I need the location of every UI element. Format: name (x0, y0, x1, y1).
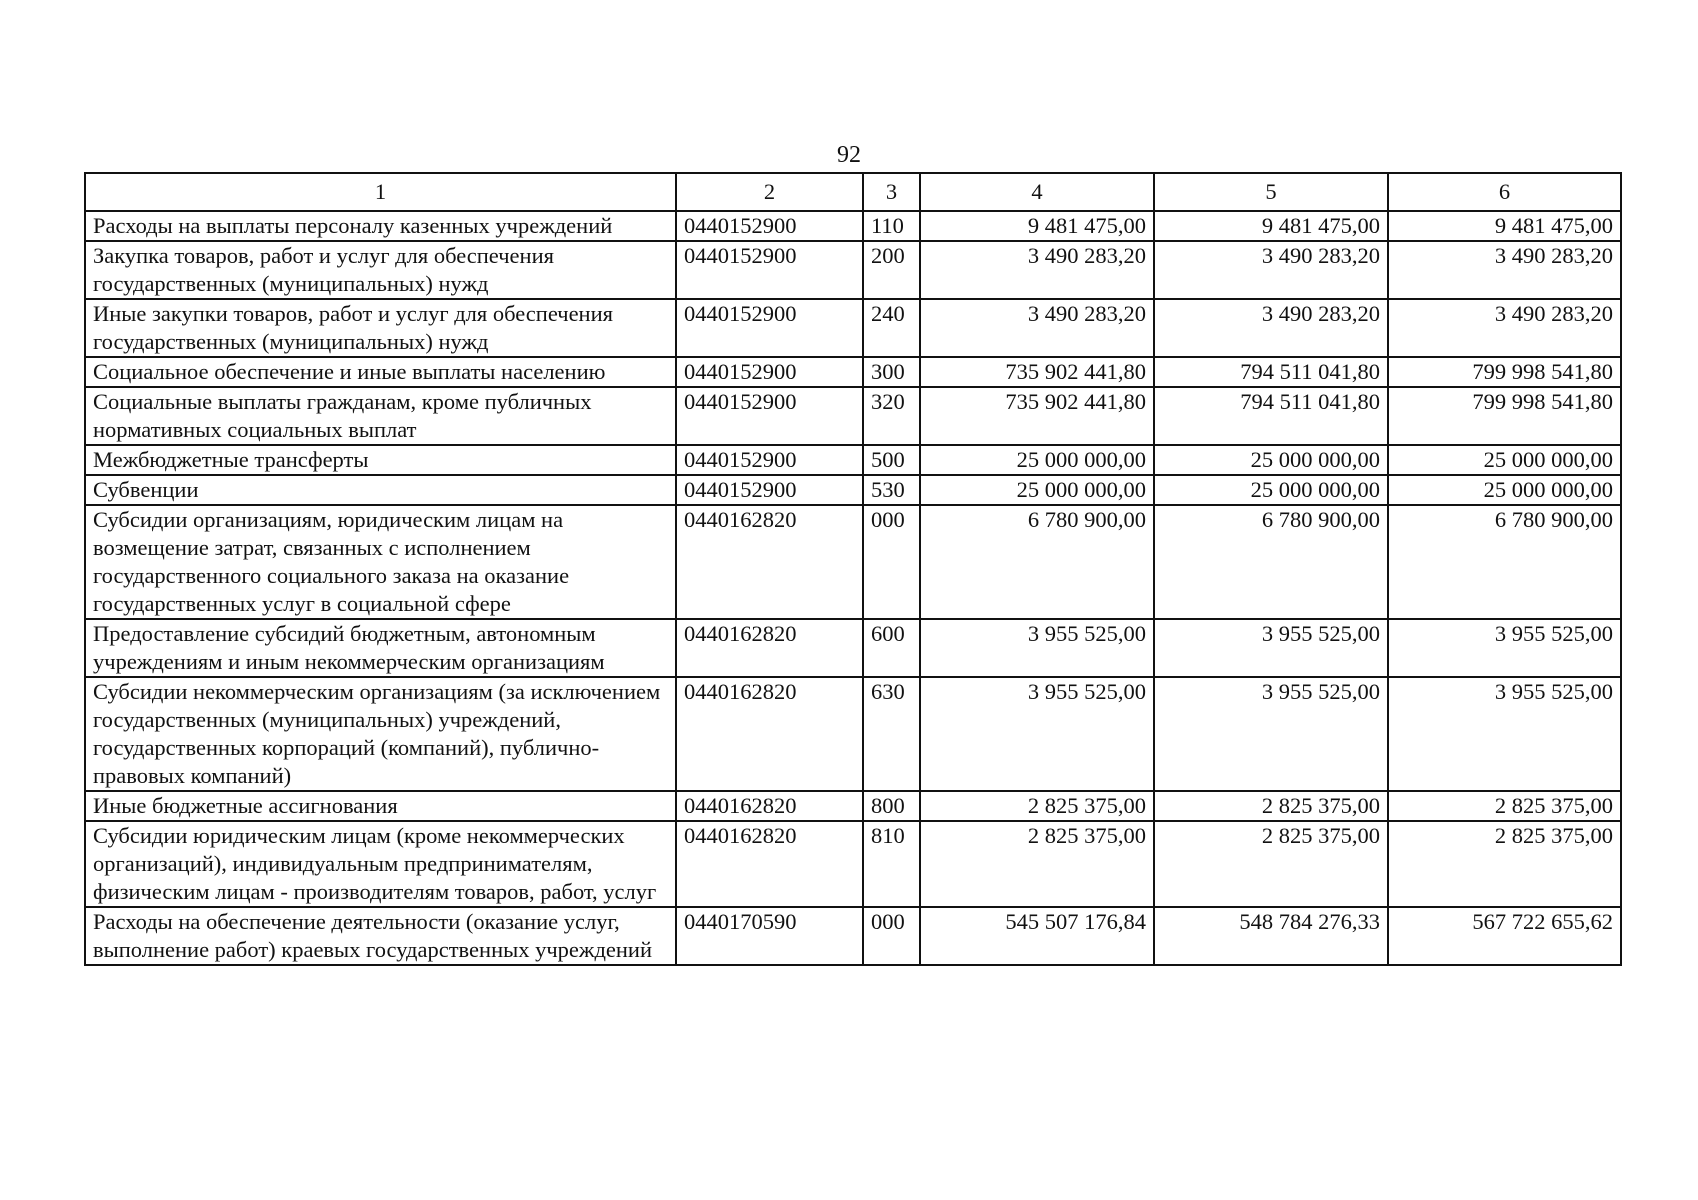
row-amount-1: 25 000 000,00 (920, 475, 1154, 505)
row-name: Субвенции (85, 475, 676, 505)
row-type: 200 (863, 241, 920, 299)
row-amount-2: 3 955 525,00 (1154, 677, 1388, 791)
row-name: Иные закупки товаров, работ и услуг для обеспечения государственных (муниципальных) нужд (85, 299, 676, 357)
row-code: 0440152900 (676, 445, 863, 475)
table-row (85, 505, 1621, 619)
row-name: Межбюджетные трансферты (85, 445, 676, 475)
row-type: 500 (863, 445, 920, 475)
row-code: 0440152900 (676, 211, 863, 241)
row-amount-3: 3 490 283,20 (1388, 241, 1621, 299)
row-code: 0440162820 (676, 791, 863, 821)
row-amount-3: 25 000 000,00 (1388, 475, 1621, 505)
row-amount-3: 6 780 900,00 (1388, 505, 1621, 619)
table-row (85, 357, 1621, 387)
row-amount-3: 3 955 525,00 (1388, 619, 1621, 677)
row-type: 300 (863, 357, 920, 387)
row-amount-1: 735 902 441,80 (920, 387, 1154, 445)
row-name: Иные бюджетные ассигнования (85, 791, 676, 821)
row-amount-3: 25 000 000,00 (1388, 445, 1621, 475)
row-code: 0440152900 (676, 241, 863, 299)
row-amount-2: 3 490 283,20 (1154, 299, 1388, 357)
column-header: 5 (1154, 173, 1388, 211)
row-amount-1: 3 490 283,20 (920, 241, 1154, 299)
table-row (85, 791, 1621, 821)
row-type: 320 (863, 387, 920, 445)
row-name: Закупка товаров, работ и услуг для обеспечения государственных (муниципальных) нужд (85, 241, 676, 299)
row-amount-2: 25 000 000,00 (1154, 475, 1388, 505)
row-amount-1: 9 481 475,00 (920, 211, 1154, 241)
row-amount-1: 3 955 525,00 (920, 677, 1154, 791)
row-amount-2: 548 784 276,33 (1154, 907, 1388, 965)
row-type: 110 (863, 211, 920, 241)
table-row (85, 387, 1621, 445)
row-name: Расходы на обеспечение деятельности (оказание услуг, выполнение работ) краевых государственных учреждений (85, 907, 676, 965)
row-name: Предоставление субсидий бюджетным, автономным учреждениям и иным некоммерческим организациям (85, 619, 676, 677)
column-header: 3 (863, 173, 920, 211)
row-code: 0440162820 (676, 677, 863, 791)
row-type: 800 (863, 791, 920, 821)
table-row (85, 445, 1621, 475)
row-amount-2: 2 825 375,00 (1154, 821, 1388, 907)
row-name: Расходы на выплаты персоналу казенных учреждений (85, 211, 676, 241)
table-row (85, 677, 1621, 791)
page-number: 92 (837, 142, 861, 168)
row-code: 0440162820 (676, 505, 863, 619)
table-row (85, 821, 1621, 907)
column-header: 1 (85, 173, 676, 211)
row-amount-1: 3 955 525,00 (920, 619, 1154, 677)
row-code: 0440152900 (676, 387, 863, 445)
row-type: 810 (863, 821, 920, 907)
row-amount-2: 6 780 900,00 (1154, 505, 1388, 619)
row-amount-2: 794 511 041,80 (1154, 387, 1388, 445)
row-amount-1: 25 000 000,00 (920, 445, 1154, 475)
table-row (85, 211, 1621, 241)
row-amount-1: 545 507 176,84 (920, 907, 1154, 965)
row-amount-1: 3 490 283,20 (920, 299, 1154, 357)
row-type: 630 (863, 677, 920, 791)
row-name: Социальные выплаты гражданам, кроме публичных нормативных социальных выплат (85, 387, 676, 445)
row-code: 0440162820 (676, 619, 863, 677)
table-row (85, 907, 1621, 965)
column-header: 4 (920, 173, 1154, 211)
row-amount-3: 3 955 525,00 (1388, 677, 1621, 791)
row-code: 0440170590 (676, 907, 863, 965)
row-amount-3: 567 722 655,62 (1388, 907, 1621, 965)
row-type: 000 (863, 907, 920, 965)
row-amount-2: 3 955 525,00 (1154, 619, 1388, 677)
row-amount-1: 2 825 375,00 (920, 791, 1154, 821)
row-name: Субсидии некоммерческим организациям (за исключением государственных (муниципальных) учреждений, государственных корпораций (компаний), публично-правовых компаний) (85, 677, 676, 791)
row-amount-3: 9 481 475,00 (1388, 211, 1621, 241)
table-row (85, 475, 1621, 505)
row-name: Субсидии юридическим лицам (кроме некоммерческих организаций), индивидуальным предпринимателям, физическим лицам - производителям товаров, работ, услуг (85, 821, 676, 907)
row-type: 600 (863, 619, 920, 677)
table-header-row (85, 173, 1621, 211)
row-amount-3: 2 825 375,00 (1388, 791, 1621, 821)
row-code: 0440152900 (676, 357, 863, 387)
row-amount-2: 3 490 283,20 (1154, 241, 1388, 299)
row-amount-1: 6 780 900,00 (920, 505, 1154, 619)
row-amount-3: 799 998 541,80 (1388, 357, 1621, 387)
row-name: Субсидии организациям, юридическим лицам на возмещение затрат, связанных с исполнением государственного социального заказа на оказание государственных услуг в социальной сфере (85, 505, 676, 619)
budget-table (84, 172, 1622, 966)
row-amount-2: 9 481 475,00 (1154, 211, 1388, 241)
row-amount-2: 2 825 375,00 (1154, 791, 1388, 821)
row-amount-3: 3 490 283,20 (1388, 299, 1621, 357)
row-name: Социальное обеспечение и иные выплаты населению (85, 357, 676, 387)
row-amount-1: 2 825 375,00 (920, 821, 1154, 907)
row-code: 0440152900 (676, 299, 863, 357)
row-amount-1: 735 902 441,80 (920, 357, 1154, 387)
row-amount-3: 2 825 375,00 (1388, 821, 1621, 907)
table-row (85, 299, 1621, 357)
row-code: 0440162820 (676, 821, 863, 907)
row-type: 000 (863, 505, 920, 619)
row-code: 0440152900 (676, 475, 863, 505)
column-header: 6 (1388, 173, 1621, 211)
row-type: 240 (863, 299, 920, 357)
row-amount-3: 799 998 541,80 (1388, 387, 1621, 445)
row-amount-2: 25 000 000,00 (1154, 445, 1388, 475)
row-amount-2: 794 511 041,80 (1154, 357, 1388, 387)
table-row (85, 241, 1621, 299)
column-header: 2 (676, 173, 863, 211)
table-row (85, 619, 1621, 677)
row-type: 530 (863, 475, 920, 505)
